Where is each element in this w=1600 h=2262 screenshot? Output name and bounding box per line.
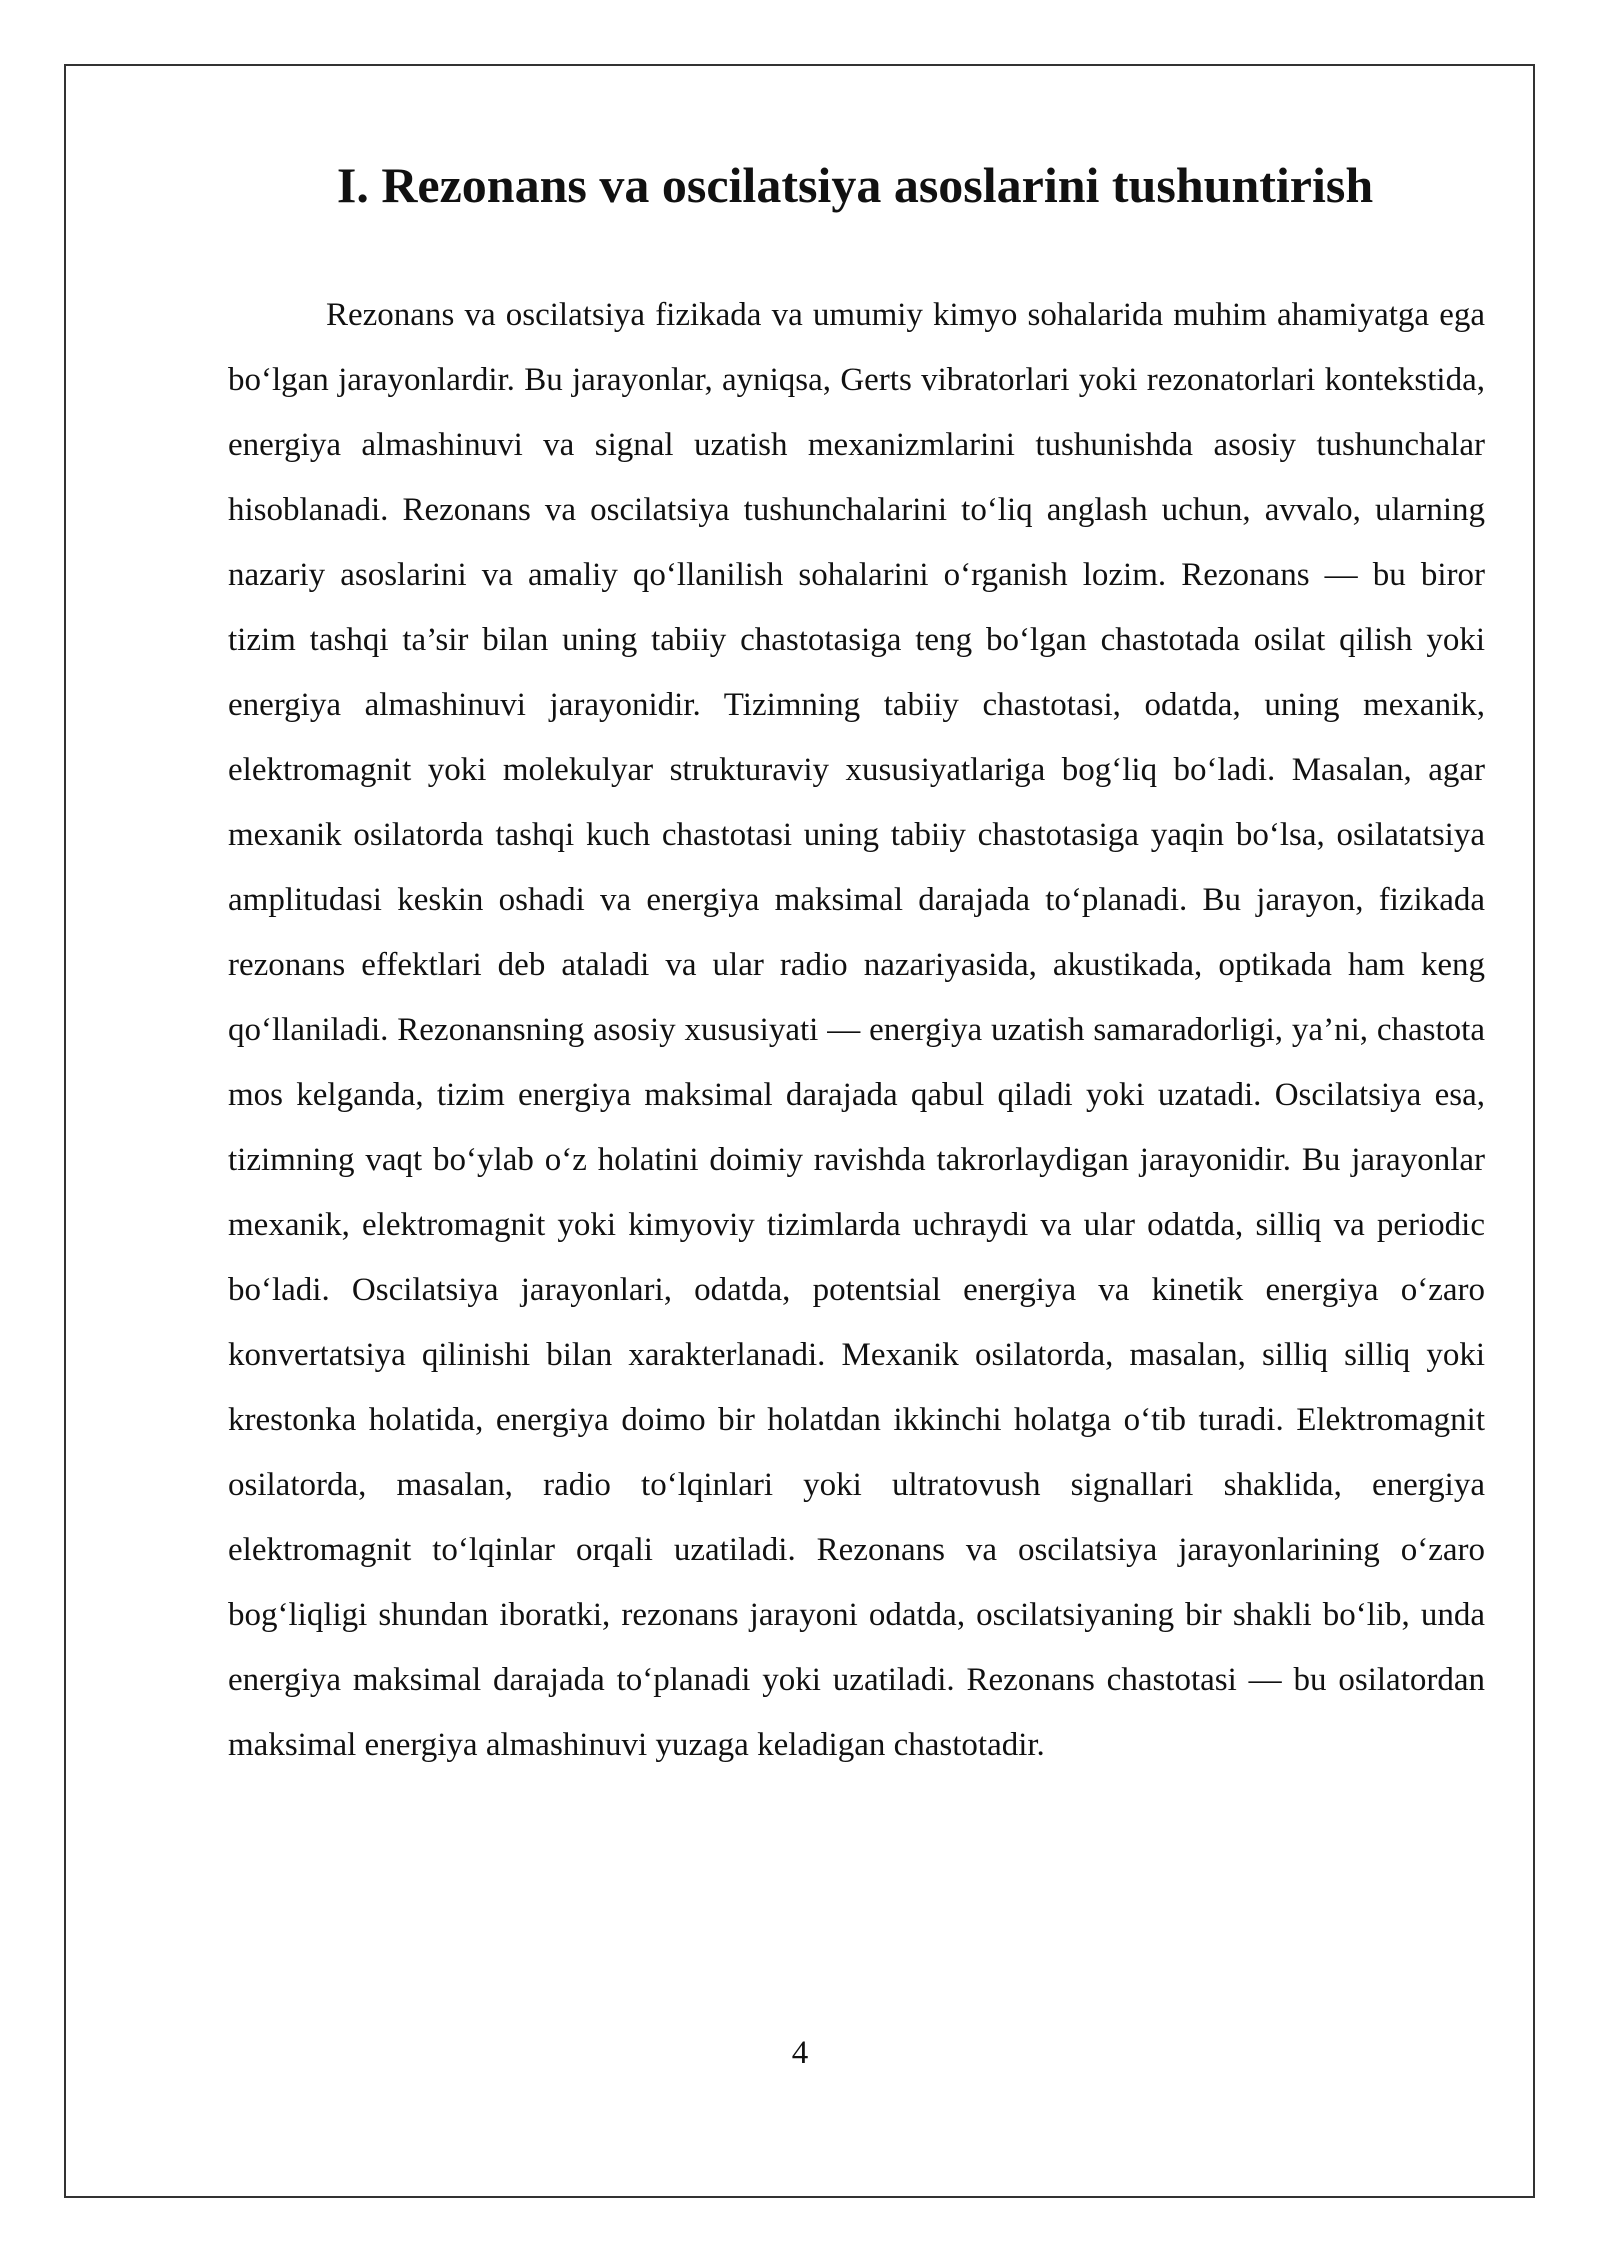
- page-number: 4: [791, 2035, 809, 2071]
- body-paragraph: Rezonans va oscilatsiya fizikada va umumiy kimyo sohalarida muhim ahamiyatga ega bo‘lgan jarayonlardir. Bu jarayonlar, ayniqsa, Gerts vibratorlari yoki rezonatorlari kontekstida, energiya almashinuvi va signal uzatish mexanizmlarini tushunishda asosiy tushunchalar hisoblanadi. Rezonans va oscilatsiya tushunchalarini to‘liq anglash uchun, avvalo, ularning nazariy asoslarini va amaliy qo‘llanilish sohalarini o‘rganish lozim. Rezonans — bu biror tizim tashqi ta’sir bilan uning tabiiy chastotasiga teng bo‘lgan chastotada osilat qilish yoki energiya almashinuvi jarayonidir. Tizimning tabiiy chastotasi, odatda, uning mexanik, elektromagnit yoki molekulyar strukturaviy xususiyatlariga bog‘liq bo‘ladi. Masalan, agar mexanik osilatorda tashqi kuch chastotasi uning tabiiy chastotasiga yaqin bo‘lsa, osilatatsiya amplitudasi keskin oshadi va energiya maksimal darajada to‘planadi. Bu jarayon, fizikada rezonans effektlari deb ataladi va ular radio nazariyasida, akustikada, optikada ham keng qo‘llaniladi. Rezonansning asosiy xususiyati — energiya uzatish samaradorligi, ya’ni, chastota mos kelganda, tizim energiya maksimal darajada qabul qiladi yoki uzatadi. Oscilatsiya esa, tizimning vaqt bo‘ylab o‘z holatini doimiy ravishda takrorlaydigan jarayonidir. Bu jarayonlar mexanik, elektromagnit yoki kimyoviy tizimlarda uchraydi va ular odatda, silliq va periodic bo‘ladi. Oscilatsiya jarayonlari, odatda, potentsial energiya va kinetik energiya o‘zaro konvertatsiya qilinishi bilan xarakterlanadi. Mexanik osilatorda, masalan, silliq silliq yoki krestonka holatida, energiya doimo bir holatdan ikkinchi holatga o‘tib turadi. Elektromagnit osilatorda, masalan, radio to‘lqinlari yoki ultratovush signallari shaklida, energiya elektromagnit to‘lqinlar orqali uzatiladi. Rezonans va oscilatsiya jarayonlarining o‘zaro bog‘liqligi shundan iboratki, rezonans jarayoni odatda, oscilatsiyaning bir shakli bo‘lib, unda energiya maksimal darajada to‘planadi yoki uzatiladi. Rezonans chastotasi — bu osilatordan maksimal energiya almashinuvi yuzaga keladigan chastotadir.: [228, 297, 1485, 1763]
- section-heading: I. Rezonans va oscilatsiya asoslarini tushuntirish: [336, 157, 1374, 213]
